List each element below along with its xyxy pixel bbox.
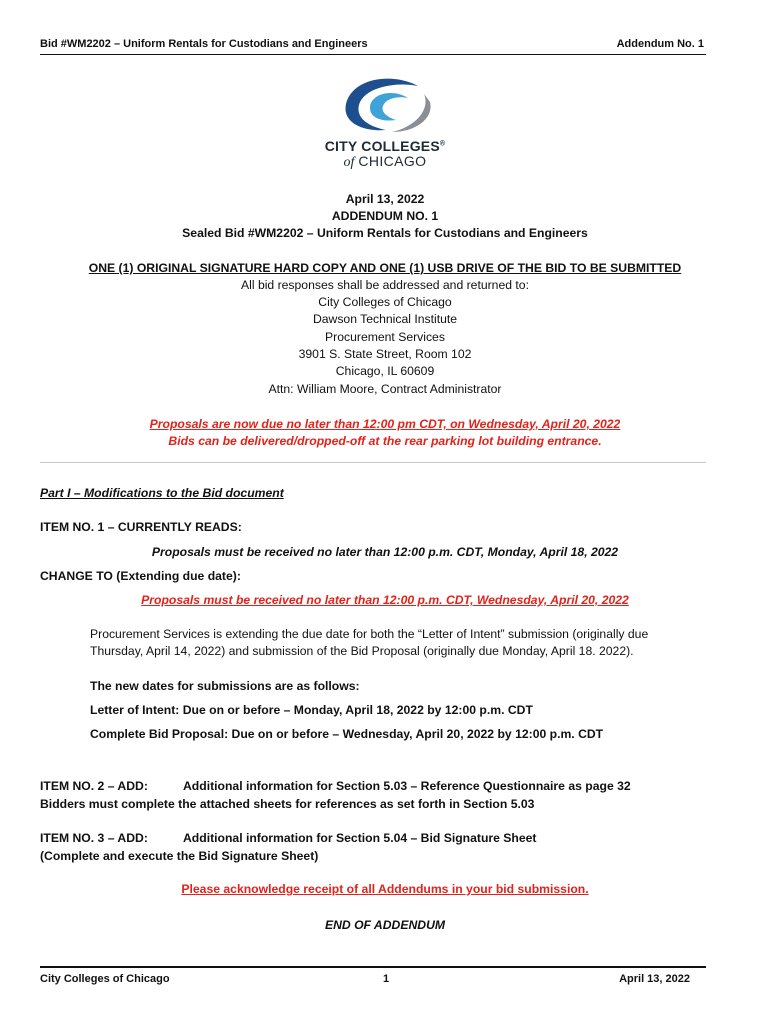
- address-line: Procurement Services: [325, 330, 445, 344]
- end-of-addendum: END OF ADDENDUM: [324, 918, 446, 932]
- item2-text: Additional information for Section 5.03 – Reference Questionnaire as page 32: [183, 779, 631, 793]
- item1-label: ITEM NO. 1 – CURRENTLY READS:: [40, 520, 242, 534]
- logo-line2: CHICAGO: [358, 153, 427, 169]
- header-left: Bid #WM2202 – Uniform Rentals for Custodians and Engineers: [40, 38, 368, 50]
- city-colleges-logo: [300, 74, 470, 174]
- footer-page-number: 1: [383, 973, 390, 985]
- new-dates-heading: The new dates for submissions are as follows:: [90, 679, 360, 693]
- logo-registered: ®: [439, 140, 446, 148]
- address-line: City Colleges of Chicago: [318, 295, 452, 309]
- address-line: Attn: William Moore, Contract Administrator: [268, 382, 502, 396]
- item1-new-text: Proposals must be received no later than 12:00 p.m. CDT, Wednesday, April 20, 2022: [141, 593, 629, 607]
- address-line: All bid responses shall be addressed and returned to:: [241, 278, 529, 292]
- footer-left: City Colleges of Chicago: [40, 973, 170, 985]
- submission-heading: ONE (1) ORIGINAL SIGNATURE HARD COPY AND ONE (1) USB DRIVE OF THE BID TO BE SUBMITTED: [88, 261, 682, 275]
- address-line: 3901 S. State Street, Room 102: [298, 347, 472, 361]
- item3-label: ITEM NO. 3 – ADD:: [40, 831, 148, 845]
- letter-of-intent-date: Letter of Intent: Due on or before – Monday, April 18, 2022 by 12:00 p.m. CDT: [90, 703, 533, 717]
- logo-swoosh-icon: [300, 74, 470, 136]
- item3-text: Additional information for Section 5.04 – Bid Signature Sheet: [183, 831, 537, 845]
- header-right: Addendum No. 1: [616, 38, 704, 50]
- address-line: Chicago, IL 60609: [335, 364, 435, 378]
- item2-subtext: Bidders must complete the attached sheets for references as set forth in Section 5.03: [40, 797, 535, 811]
- logo-line1: CITY COLLEGES: [324, 138, 440, 154]
- change-to-label: CHANGE TO (Extending due date):: [40, 569, 241, 583]
- addendum-title: ADDENDUM NO. 1: [331, 209, 439, 223]
- item2-label: ITEM NO. 2 – ADD:: [40, 779, 148, 793]
- bid-title: Sealed Bid #WM2202 – Uniform Rentals for Custodians and Engineers: [182, 226, 588, 240]
- acknowledge-notice: Please acknowledge receipt of all Addendums in your bid submission.: [181, 882, 589, 896]
- footer-rule: [40, 966, 706, 968]
- bid-proposal-date: Complete Bid Proposal: Due on or before – Wednesday, April 20, 2022 by 12:00 p.m. CDT: [90, 727, 604, 741]
- part-heading: Part I – Modifications to the Bid document: [40, 486, 284, 500]
- item3-subtext: (Complete and execute the Bid Signature Sheet): [40, 849, 319, 863]
- address-line: Dawson Technical Institute: [312, 312, 458, 326]
- footer-right: April 13, 2022: [619, 973, 690, 985]
- delivery-notice: Bids can be delivered/dropped-off at the rear parking lot building entrance.: [168, 434, 602, 448]
- logo-of: of: [343, 155, 355, 170]
- extension-paragraph-line: Procurement Services is extending the due date for both the “Letter of Intent” submission (originally due: [90, 627, 649, 641]
- item1-current-text: Proposals must be received no later than 12:00 p.m. CDT, Monday, April 18, 2022: [151, 545, 619, 559]
- section-divider: [40, 462, 706, 463]
- doc-date: April 13, 2022: [345, 192, 425, 206]
- extension-paragraph-line: Thursday, April 14, 2022) and submission of the Bid Proposal (originally due Monday, April 18. 2022).: [90, 644, 634, 658]
- header-rule: [40, 54, 706, 55]
- due-date-notice: Proposals are now due no later than 12:00 pm CDT, on Wednesday, April 20, 2022: [149, 417, 621, 431]
